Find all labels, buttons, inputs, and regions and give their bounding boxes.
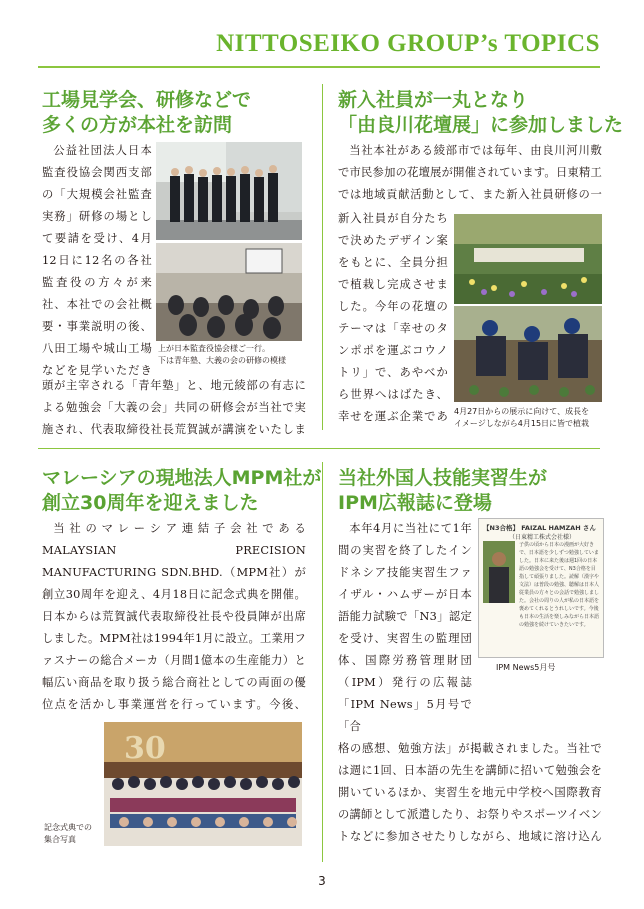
article2-heading-line2: 「由良川花壇展」に参加しました — [338, 114, 624, 136]
article2-heading-line1: 新入社員が一丸となり — [338, 89, 529, 111]
trainee-portrait — [483, 541, 515, 603]
top-rule — [38, 66, 600, 68]
ipm-news-clipping — [478, 518, 604, 658]
svg-text:30: 30 — [124, 731, 166, 766]
article3-caption: 記念式典での 集合写真 — [44, 823, 92, 844]
article4-heading-line2: IPM広報誌に登場 — [338, 492, 492, 514]
article1-caption: 上が日本監査役協会様ご一行。 下は青年塾、大義の会の研修の模様 — [158, 344, 286, 365]
magazine-subtitle: （日東精工株式会社様） — [509, 534, 576, 541]
magazine-title: 【N3合格】 FAIZAL HAMZAH さん — [483, 524, 596, 532]
article4-body-top: 本年4月に当社にて1年間の実習を終了したインドネシア技能実習生ファイザル・ハムザーが日本語能力試験で「N3」認定を受け、実習生の監理団体、国際労務管理財団（IPM）発行の広報誌「IPM News」5月号で「合 — [338, 522, 472, 733]
flowerbed-photo — [454, 214, 602, 304]
article2-body-side: 新入社員が自分たちで決めたデザイン案をもとに、全員分担で植栽し完成させました。今年の花壇のテーマは「幸せのタンポポを運ぶコウノトリ」で、あやべから世界へはばたき、幸せを運ぶ企業であ — [338, 212, 448, 423]
auditors-group-photo — [156, 142, 302, 240]
column-divider-top — [322, 84, 323, 430]
column-divider-bottom — [322, 462, 323, 862]
article1-body-top: 公益社団法人日本監査役協会関西支部の「大規模会社監査実務」研修の場として要請を受け、4月12日に12名の各社監査役の方々が来社、本社での会社概要・事業説明の後、八田工場や城山工場などを見学いただき — [42, 144, 152, 377]
article3-heading-line2: 創立30周年を迎えました — [42, 492, 259, 514]
topics-title: NITTOSEIKO GROUP’s TOPICS — [216, 30, 600, 57]
article2-caption: 4月27日からの展示に向けて、成長を イメージしながら4月15日に皆で植栽 — [454, 407, 590, 428]
article4-heading — [338, 466, 547, 516]
article3-body: 当社のマレーシア連結子会社であるMALAYSIAN PRECISION MANUFACTURING SDN.BHD.（MPM社）が創立30周年を迎え、4月18日に記念式典を開催。日本からは荒賀誠代表取締役社長や役員陣が出席しました。MPM社は1994年1月に設立。工業用ファスナーの総合メーカ（月間1億本の生産能力）と幅広い商品を取り扱う総合商社としての両面の優位点を活かし事業運営を行っています。今後、 — [42, 522, 306, 711]
article1-heading-line1: 工場見学会、研修などで — [42, 89, 252, 111]
article3-heading — [42, 466, 321, 516]
seminar-photo — [156, 243, 302, 341]
magazine-text: 子供の頃から日本の漫画が大好きで、日本語を少しずつ勉強していました。日本に来た後は週1回の日本語の勉強会を受けて、N3合格を目指して頑張りました。読解（漢字や文法）は普段の勉強、聴解は日本人従業員の方々との会話で勉強しました。会社の周りの人が私の日本語を褒めてくれるとうれしいです。今後も日本の生活を楽しみながら日本語の勉強を続けていきたいです。 — [519, 542, 599, 628]
middle-rule — [38, 448, 600, 449]
article4-body-bottom: 格の感想、勉強方法」が掲載されました。当社では週に1回、日本語の先生を講師に招いて勉強会を開いているほか、実習生を地元中学校へ国際教育の講師として派遣したり、お祭りやスポーツイベントなどに参加させたりしながら、地域に溶け込ん — [338, 742, 602, 843]
article1-heading-line2: 多くの方が本社を訪問 — [42, 114, 233, 136]
article2-heading — [338, 88, 623, 138]
planting-photo — [454, 306, 602, 402]
article1-body-bottom: 頭が主宰される「青年塾」と、地元綾部の有志による勉強会「大義の会」共同の研修会が当社で実施され、代表取締役社長荒賀誠が講演をいたしま — [42, 379, 306, 435]
article3-heading-line1: マレーシアの現地法人MPM社が — [42, 467, 322, 489]
article1-heading — [42, 88, 251, 138]
anniversary-group-photo — [104, 722, 302, 846]
page-number: 3 — [318, 874, 326, 888]
article4-caption: IPM News5月号 — [496, 663, 556, 672]
article4-heading-line1: 当社外国人技能実習生が — [338, 467, 548, 489]
article2-body-top: 当社本社がある綾部市では毎年、由良川河川敷で市民参加の花壇展が開催されています。日東精工では地域貢献活動として、また新入社員研修の一 — [338, 144, 602, 201]
